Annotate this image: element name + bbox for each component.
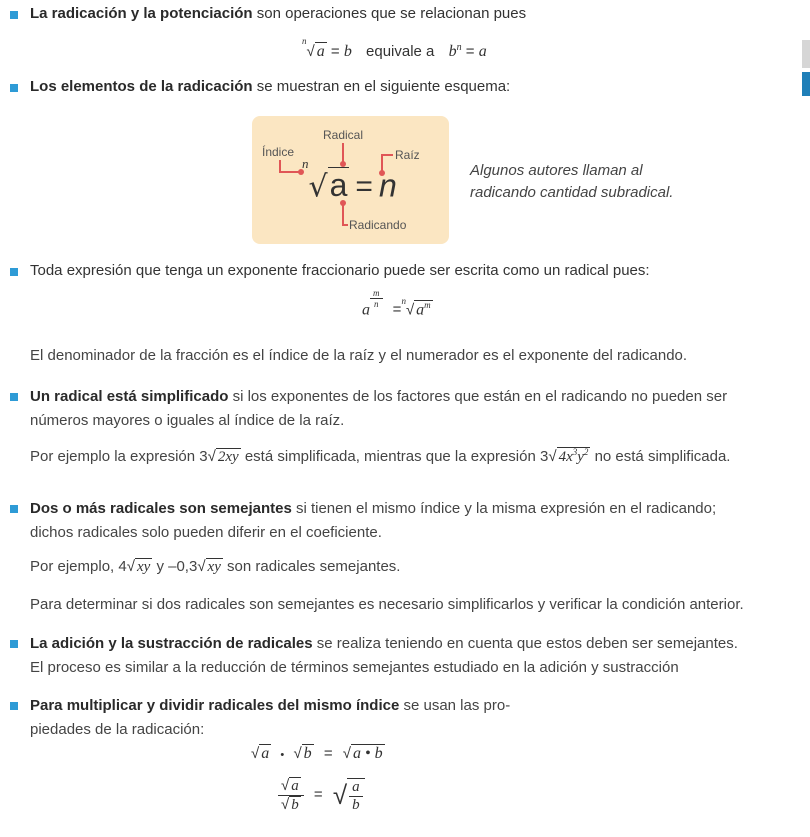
diagram-formula: $^n$√a = n xyxy=(302,156,397,205)
item-radical-simplificado: Un radical está simplificado si los exponentes de los factores que están en el radicando no pueden ser números mayores o iguales al índice de la raíz. xyxy=(30,388,728,429)
label-radicando: Radicando xyxy=(349,218,407,232)
equation-product-radicals: √ a • √ b = √ a • b xyxy=(251,745,383,762)
bullet-icon xyxy=(10,11,18,19)
bullet-icon xyxy=(10,702,18,710)
aside-note: Algunos autores llaman al radicando cantidad subradical. xyxy=(470,162,674,201)
radical-elements-diagram xyxy=(252,116,449,244)
paragraph-ejemplo-simplificado: Por ejemplo la expresión 3√ 2xy está simplificada, mientras que la expresión 3√ $4x^3y^2$ no está simplificada. xyxy=(30,447,731,465)
bullet-icon xyxy=(10,393,18,401)
edge-tab-blue xyxy=(802,72,810,96)
bullet-icon xyxy=(10,505,18,513)
equation-radical-power: $^n$√ a = b equivale a $b^n = a$ xyxy=(302,36,487,60)
item-radicacion-potenciacion: La radicación y la potenciación son operaciones que se relacionan pues xyxy=(30,5,527,22)
bullet-icon xyxy=(10,640,18,648)
equation-quotient-radicals: $\frac{√ a}{√ b}$ = √ $\frac{a}{b}$ xyxy=(278,777,365,814)
label-raiz: Raíz xyxy=(395,148,420,162)
item-adicion-sustraccion: La adición y la sustracción de radicales se realiza teniendo en cuenta que estos deben ser semejantes. El proceso es similar a la reducción de términos semejantes estudiado en la adición y sustracción xyxy=(30,635,738,676)
item-radicales-semejantes: Dos o más radicales son semejantes si tienen el mismo índice y la misma expresión en el radicando; dichos radicales solo pueden diferir en el coeficiente. xyxy=(30,500,717,541)
paragraph-determinar: Para determinar si dos radicales son semejantes es necesario simplificarlos y verificar la condición anterior. xyxy=(30,596,744,613)
bullet-icon xyxy=(10,268,18,276)
equation-fractional-exponent: a $\frac{m}{n}$ =$^n$√ $a^m$ xyxy=(362,288,431,319)
label-indice: Índice xyxy=(262,145,295,159)
paragraph-ejemplo-semejantes: Por ejemplo, 4√ xy y –0,3√ xy son radicales semejantes. xyxy=(30,558,401,575)
edge-tab-gray xyxy=(802,40,810,68)
label-radical: Radical xyxy=(323,128,364,142)
item-multiplicar-dividir: Para multiplicar y dividir radicales del mismo índice se usan las pro- piedades de la radicación: xyxy=(30,697,511,738)
item-exponente-fraccionario: Toda expresión que tenga un exponente fraccionario puede ser escrita como un radical pues: xyxy=(30,262,650,279)
item-elementos-radicacion: Los elementos de la radicación se muestran en el siguiente esquema: xyxy=(30,78,511,95)
bullet-icon xyxy=(10,84,18,92)
paragraph-denominador: El denominador de la fracción es el índice de la raíz y el numerador es el exponente del radicando. xyxy=(30,347,688,364)
